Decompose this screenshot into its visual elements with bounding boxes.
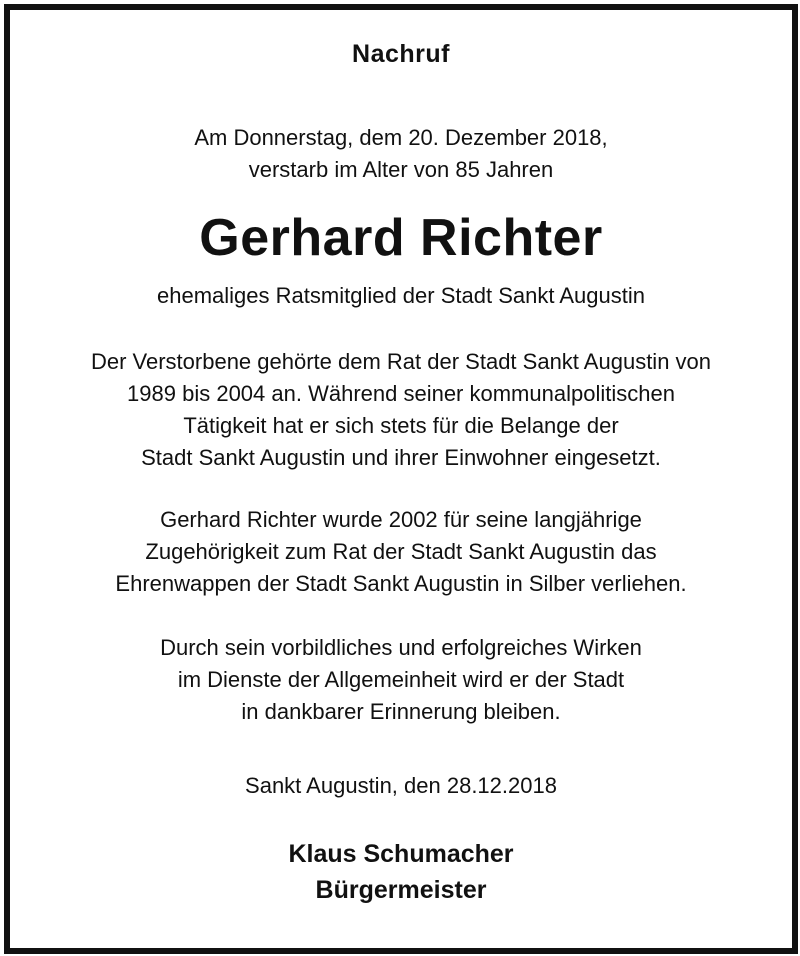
- paragraph-line: Zugehörigkeit zum Rat der Stadt Sankt Augustin das: [145, 539, 657, 564]
- obituary-frame: [4, 4, 798, 954]
- paragraph-line: 1989 bis 2004 an. Während seiner kommunalpolitischen: [127, 381, 675, 406]
- paragraph-line: Der Verstorbene gehörte dem Rat der Stadt Sankt Augustin von: [90, 349, 712, 374]
- paragraph-service: [10, 346, 792, 474]
- page-title: Nachruf: [352, 40, 450, 68]
- intro-line: Am Donnerstag, dem 20. Dezember 2018,: [194, 125, 608, 150]
- paragraph-line: Ehrenwappen der Stadt Sankt Augustin in Silber verliehen.: [115, 571, 687, 596]
- signature-block: [10, 836, 792, 908]
- paragraph-line: Tätigkeit hat er sich stets für die Belange der: [183, 413, 619, 438]
- deceased-role: ehemaliges Ratsmitglied der Stadt Sankt Augustin: [157, 283, 645, 308]
- paragraph-line: Gerhard Richter wurde 2002 für seine langjährige: [160, 507, 642, 532]
- paragraph-remembrance: [10, 632, 792, 728]
- deceased-name: Gerhard Richter: [199, 209, 603, 267]
- paragraph-line: Stadt Sankt Augustin und ihrer Einwohner eingesetzt.: [141, 445, 661, 470]
- place-date: Sankt Augustin, den 28.12.2018: [245, 773, 557, 798]
- paragraph-line: in dankbarer Erinnerung bleiben.: [241, 699, 561, 724]
- paragraph-honor: [10, 504, 792, 600]
- signer-name: Klaus Schumacher: [288, 840, 514, 868]
- intro-text: [10, 122, 792, 186]
- paragraph-line: im Dienste der Allgemeinheit wird er der Stadt: [177, 667, 625, 692]
- intro-line: verstarb im Alter von 85 Jahren: [248, 157, 554, 182]
- paragraph-line: Durch sein vorbildliches und erfolgreiches Wirken: [160, 635, 642, 660]
- signer-title: Bürgermeister: [315, 876, 487, 904]
